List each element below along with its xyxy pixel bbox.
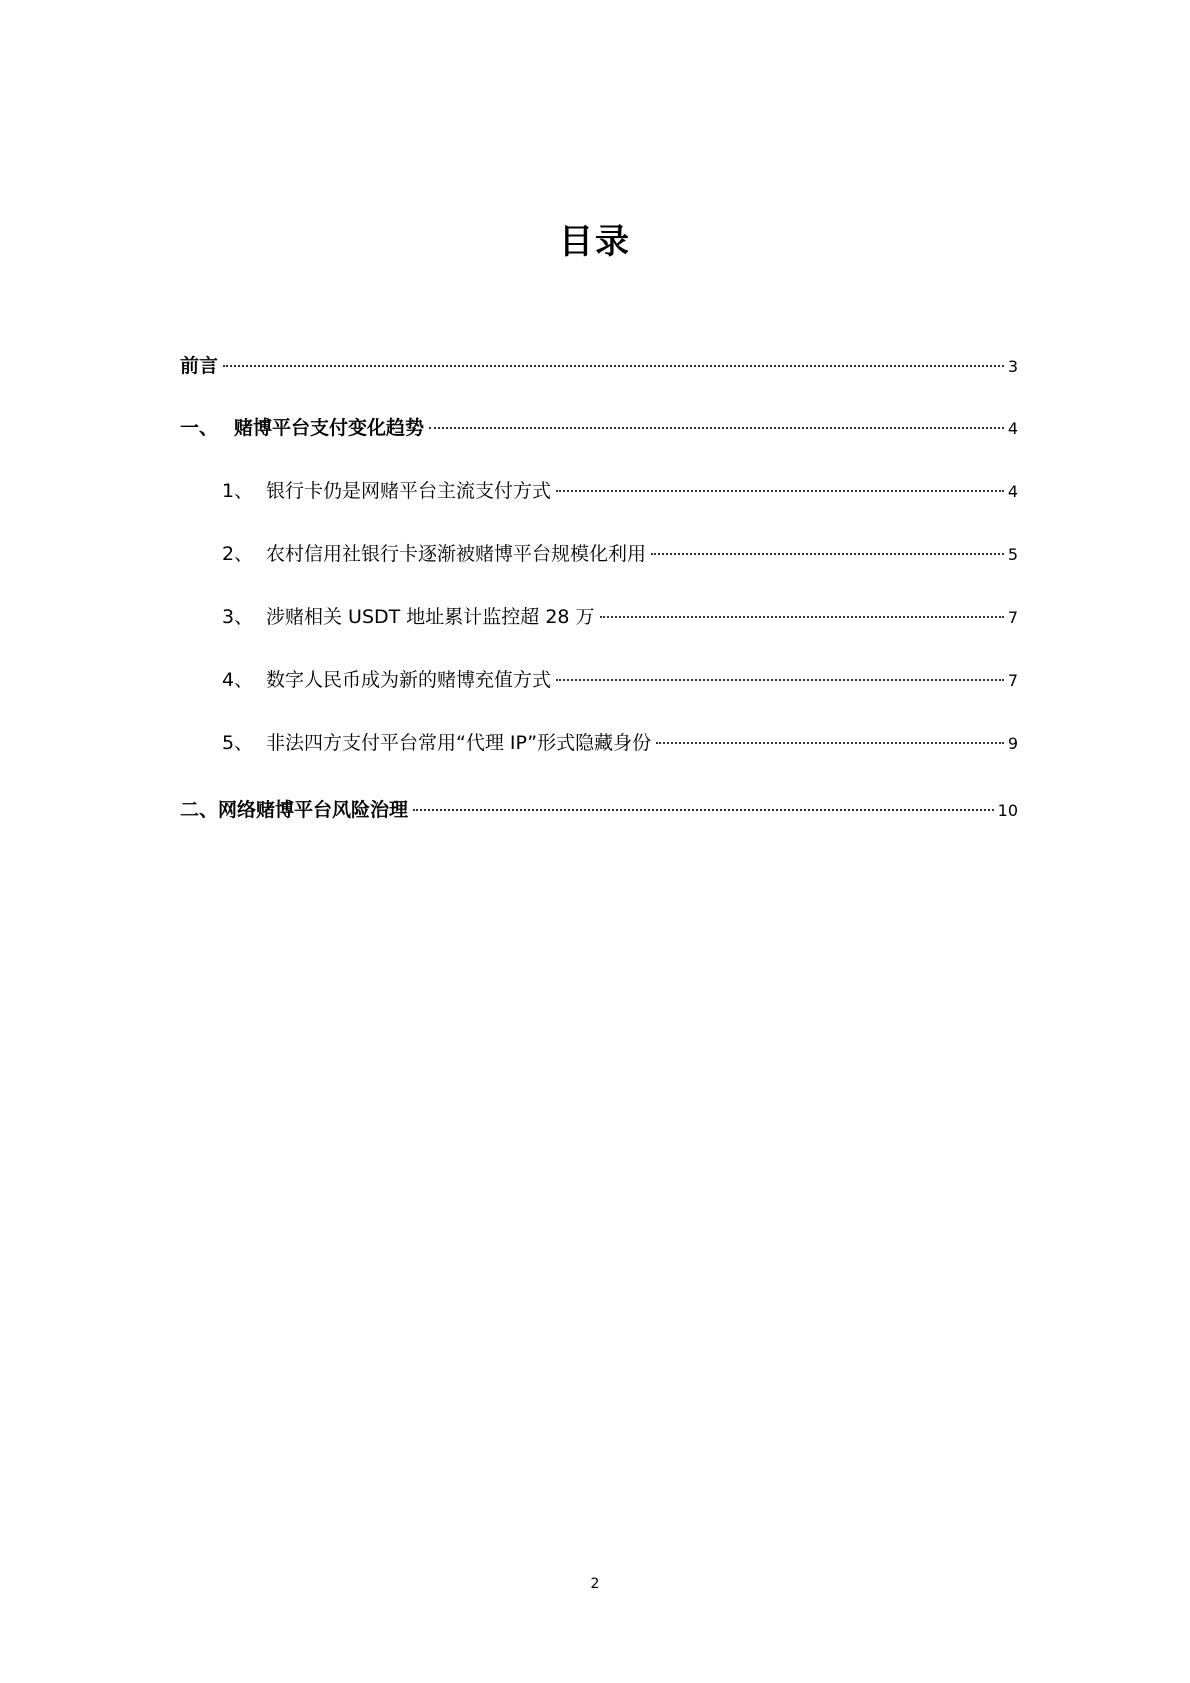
toc-page-number: 9	[1007, 734, 1018, 753]
toc-entry-text: 涉赌相关 USDT 地址累计监控超 28 万	[266, 606, 595, 628]
toc-item-number: 3、	[222, 606, 254, 628]
toc-entry-item-3[interactable]	[222, 602, 1018, 632]
toc-entry-item-4[interactable]	[222, 665, 1018, 695]
toc-page-number: 4	[1007, 419, 1018, 438]
toc-item-number: 2、	[222, 543, 254, 565]
toc-entry-text: 农村信用社银行卡逐渐被赌博平台规模化利用	[266, 543, 647, 565]
toc-dot-leader	[651, 553, 1004, 555]
toc-entry-item-1[interactable]	[222, 476, 1018, 506]
toc-entry-item-5[interactable]	[222, 728, 1018, 758]
toc-dot-leader	[600, 616, 1004, 618]
toc-entry-section-2[interactable]	[180, 795, 1018, 825]
toc-item-number: 5、	[222, 732, 254, 754]
toc-dot-leader	[429, 427, 1004, 429]
toc-entry-text: 前言	[180, 355, 219, 377]
page-title: 目录	[559, 222, 631, 262]
toc-dot-leader	[656, 742, 1004, 744]
toc-page-number: 5	[1007, 545, 1018, 564]
toc-section-number: 一、	[180, 417, 219, 439]
toc-page-number: 3	[1007, 357, 1018, 376]
toc-dot-leader	[556, 490, 1004, 492]
toc-entry-text: 非法四方支付平台常用“代理 IP”形式隐藏身份	[266, 732, 652, 754]
page-number: 2	[590, 1576, 600, 1592]
toc-dot-leader	[556, 679, 1004, 681]
toc-item-number: 4、	[222, 669, 254, 691]
toc-page-number: 7	[1007, 608, 1018, 627]
toc-page-number: 10	[997, 801, 1018, 820]
toc-page-number: 4	[1007, 482, 1018, 501]
toc-entry-section-1[interactable]	[180, 413, 1018, 443]
toc-entry-text: 数字人民币成为新的赌博充值方式	[266, 669, 552, 691]
toc-dot-leader	[413, 809, 994, 811]
toc-dot-leader	[223, 365, 1004, 367]
toc-item-number: 1、	[222, 480, 254, 502]
toc-entry-preface[interactable]	[180, 351, 1018, 381]
toc-entry-text: 银行卡仍是网赌平台主流支付方式	[266, 480, 552, 502]
toc-entry-item-2[interactable]	[222, 539, 1018, 569]
toc-page-number: 7	[1007, 671, 1018, 690]
toc-entry-text: 二、网络赌博平台风险治理	[180, 799, 409, 821]
toc-entry-text: 赌博平台支付变化趋势	[234, 417, 425, 439]
